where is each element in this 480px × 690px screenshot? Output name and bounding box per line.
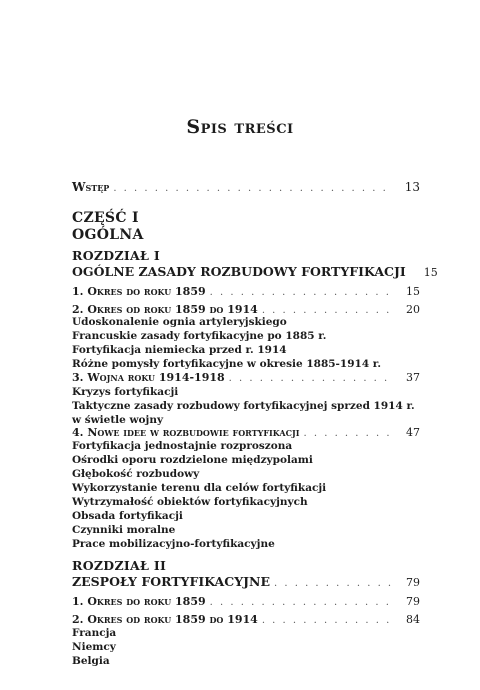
chapter-heading-line1: ROZDZIAŁ II	[72, 558, 167, 573]
section-label: 3. Wojna roku 1914-1918	[72, 371, 225, 384]
leader-dots	[113, 183, 392, 194]
subsection-item: Obsada fortyfikacji	[72, 510, 183, 522]
section-entry	[72, 595, 420, 608]
leader-dots	[304, 428, 393, 439]
section-label: 2. Okres od roku 1859 do 1914	[72, 613, 258, 626]
page-number: 20	[406, 303, 420, 316]
subsection-item: Kryzys fortyfikacji	[72, 386, 179, 398]
subsection-item: Fortyfikacja jednostajnie rozproszona	[72, 440, 293, 452]
page-title: Spis treści	[186, 116, 294, 138]
subsection-item: Fortyfikacja niemiecka przed r. 1914	[72, 344, 287, 356]
page-number: 13	[404, 180, 420, 194]
section-label: 4. Nowe idee w rozbudowie fortyfikacji	[72, 426, 300, 439]
page-number: 37	[406, 371, 420, 384]
leader-dots	[210, 287, 392, 298]
subsection-item: Prace mobilizacyjno-fortyfikacyjne	[72, 538, 275, 550]
subsection-item: Niemcy	[72, 641, 116, 653]
section-entry	[72, 303, 420, 316]
page-number: 79	[406, 576, 420, 589]
subsection-item: Wytrzymałość obiektów fortyfikacyjnych	[72, 496, 308, 508]
toc-entry-wstep	[72, 180, 420, 194]
subsection-item: Taktyczne zasady rozbudowy fortyfikacyjnej sprzed 1914 r.	[72, 400, 415, 412]
subsection-item: Belgia	[72, 655, 110, 667]
section-entry	[72, 613, 420, 626]
chapter-entry-1	[72, 264, 438, 279]
leader-dots	[262, 615, 392, 626]
page-number: 15	[423, 266, 438, 279]
section-label: 2. Okres od roku 1859 do 1914	[72, 303, 258, 316]
page-number: 15	[406, 285, 420, 298]
subsection-item: Udoskonalenie ognia artyleryjskiego	[72, 316, 287, 328]
subsection-item: Francja	[72, 627, 117, 639]
section-entry	[72, 426, 420, 439]
subsection-item: Głębokość rozbudowy	[72, 468, 200, 480]
page-number: 47	[406, 426, 420, 439]
chapter-title: OGÓLNE ZASADY ROZBUDOWY FORTYFIKACJI	[72, 264, 406, 279]
toc-entry-label: Wstęp	[72, 180, 110, 194]
section-entry	[72, 285, 420, 298]
subsection-item: Różne pomysły fortyfikacyjne w okresie 1885-1914 r.	[72, 358, 382, 370]
page-number: 84	[406, 613, 420, 626]
section-label: 1. Okres do roku 1859	[72, 595, 206, 608]
subsection-item: Czynniki moralne	[72, 524, 176, 536]
chapter-title: ZESPOŁY FORTYFIKACYJNE	[72, 574, 270, 589]
section-entry	[72, 371, 420, 384]
subsection-item: Francuskie zasady fortyfikacyjne po 1885 r.	[72, 330, 327, 342]
part-heading-line2: OGÓLNA	[72, 227, 144, 243]
leader-dots	[262, 305, 392, 316]
chapter-heading-line1: ROZDZIAŁ I	[72, 248, 160, 263]
leader-dots	[210, 597, 392, 608]
subsection-item: Wykorzystanie terenu dla celów fortyfikacji	[72, 482, 327, 494]
page-number: 79	[406, 595, 420, 608]
leader-dots	[274, 578, 392, 589]
subsection-item: Ośrodki oporu rozdzielone międzypolami	[72, 454, 313, 466]
leader-dots	[229, 373, 392, 384]
section-label: 1. Okres do roku 1859	[72, 285, 206, 298]
chapter-entry-2	[72, 574, 420, 589]
part-heading-line1: CZĘŚĆ I	[72, 210, 139, 226]
subsection-item: w świetle wojny	[72, 414, 164, 426]
